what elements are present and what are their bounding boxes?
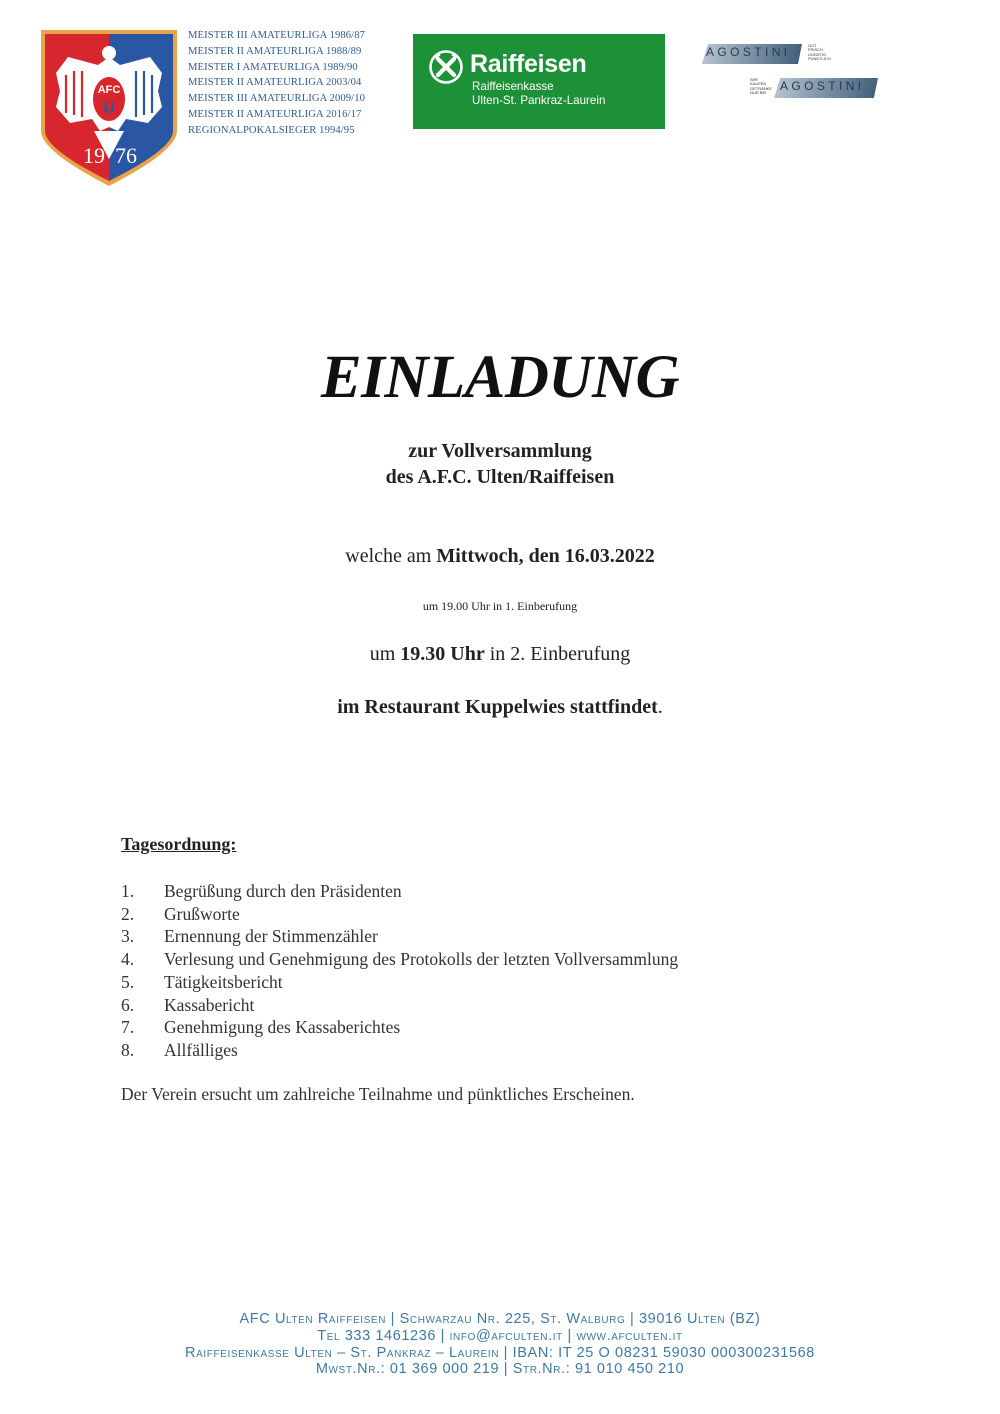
agenda-item-text: Kassabericht [164, 994, 255, 1015]
agostini-wordmark-top: AGOSTINI [706, 45, 791, 59]
agenda-item [121, 948, 678, 971]
club-title: MEISTER III AMATEURLIGA 2009/10 [188, 93, 366, 105]
second-call-prefix: um [369, 643, 401, 665]
agenda-item [121, 1016, 678, 1039]
second-call-suffix: in 2. Einberufung [484, 643, 631, 665]
footer-phone-email-web: Tel 333 1461236 | info@afculten.it | www.afculten.it [317, 1327, 683, 1344]
club-title: MEISTER II AMATEURLIGA 2016/17 [188, 108, 362, 120]
invitation-subtitle-2: des A.F.C. Ulten/Raiffeisen [385, 466, 615, 488]
meeting-location [0, 696, 1000, 719]
meeting-location-period: . [657, 696, 663, 718]
agostini-wordmark-bottom: AGOSTINI [780, 79, 865, 93]
footer-bank-iban: Raiffeisenkasse Ulten – St. Pankraz – Laurein | IBAN: IT 25 O 08231 59030 000300231568 [185, 1344, 815, 1361]
agenda-item-number: 4. [121, 949, 135, 970]
club-crest-logo [38, 27, 180, 189]
agenda-item-number: 5. [121, 971, 135, 992]
invitation-subtitle-1: zur Vollversammlung [408, 440, 592, 462]
agenda-item-text: Ernennung der Stimmenzähler [164, 926, 378, 947]
crest-letters: AFC [97, 84, 121, 96]
agenda-item-text: Genehmigung des Kassaberichtes [164, 1017, 401, 1038]
raiffeisen-sponsor-logo [413, 34, 665, 129]
meeting-date-prefix: welche am [345, 545, 437, 567]
agenda-item [121, 1039, 678, 1062]
agenda-item-number: 1. [121, 881, 135, 901]
agenda-item [121, 994, 678, 1017]
agenda-item-number: 2. [121, 903, 135, 924]
agenda-item-text: Begrüßung durch den Präsidenten [164, 881, 402, 901]
club-titles-list [188, 28, 365, 139]
agostini-tagline-top: GUT FRISCH GÜNSTIG PÜNKTLICH [808, 43, 831, 62]
agenda-heading: Tagesordnung: [121, 834, 237, 854]
agenda-item-text: Verlesung und Genehmigung des Protokolls der letzten Vollversammlung [164, 949, 679, 970]
agenda-item [121, 903, 678, 926]
footer-address: AFC Ulten Raiffeisen | Schwarzau Nr. 225, St. Walburg | 39016 Ulten (BZ) [239, 1311, 761, 1327]
raiffeisen-brand-name: Raiffeisen [470, 50, 587, 78]
meeting-location-text: im Restaurant Kuppelwies stattfindet [337, 696, 658, 718]
crest-year-right: 76 [115, 143, 137, 168]
agenda-item-text: Tätigkeitsbericht [164, 971, 283, 992]
club-title: MEISTER I AMATEURLIGA 1989/90 [188, 61, 358, 73]
agenda-item [121, 880, 678, 903]
closing-note: Der Verein ersucht um zahlreiche Teilnahme und pünktliches Erscheinen. [121, 1084, 635, 1104]
raiffeisen-bank-name [472, 80, 605, 109]
agenda-item-text: Grußworte [164, 903, 240, 924]
agenda-item-number: 7. [121, 1017, 135, 1038]
crest-year-left: 19 [83, 143, 105, 168]
agostini-sponsor-logo [700, 40, 880, 102]
agenda-item-number: 6. [121, 994, 135, 1015]
raiffeisen-line1: Raiffeisenkasse [472, 80, 554, 93]
agostini-tagline-bottom: WIR KAUFEN GETRÄNKE NUR BEI [750, 77, 773, 96]
agenda-item-text: Allfälliges [164, 1039, 238, 1060]
second-call-time-value: 19.30 Uhr [400, 643, 485, 665]
meeting-date-value: Mittwoch, den 16.03.2022 [436, 545, 655, 567]
agenda-list [121, 880, 678, 1062]
footer-contact [0, 1311, 1000, 1378]
raiffeisen-gable-cross-icon [429, 50, 463, 84]
crest-initial: U [103, 100, 115, 117]
footer-tax-numbers: Mwst.Nr.: 01 369 000 219 | Str.Nr.: 91 010 450 210 [315, 1361, 685, 1378]
club-title: MEISTER II AMATEURLIGA 2003/04 [188, 77, 362, 89]
meeting-date [0, 545, 1000, 568]
second-call-time [0, 643, 1000, 666]
first-call-time: um 19.00 Uhr in 1. Einberufung [422, 599, 578, 613]
club-title: MEISTER III AMATEURLIGA 1986/87 [188, 30, 366, 41]
agenda-item [121, 971, 678, 994]
invitation-title: EINLADUNG [320, 344, 680, 411]
agenda-item-number: 3. [121, 926, 135, 947]
raiffeisen-line2: Ulten-St. Pankraz-Laurein [472, 94, 606, 108]
club-title: REGIONALPOKALSIEGER 1994/95 [188, 124, 355, 136]
agenda-item [121, 925, 678, 948]
agenda-item-number: 8. [121, 1039, 135, 1060]
club-title: MEISTER II AMATEURLIGA 1988/89 [188, 45, 362, 57]
